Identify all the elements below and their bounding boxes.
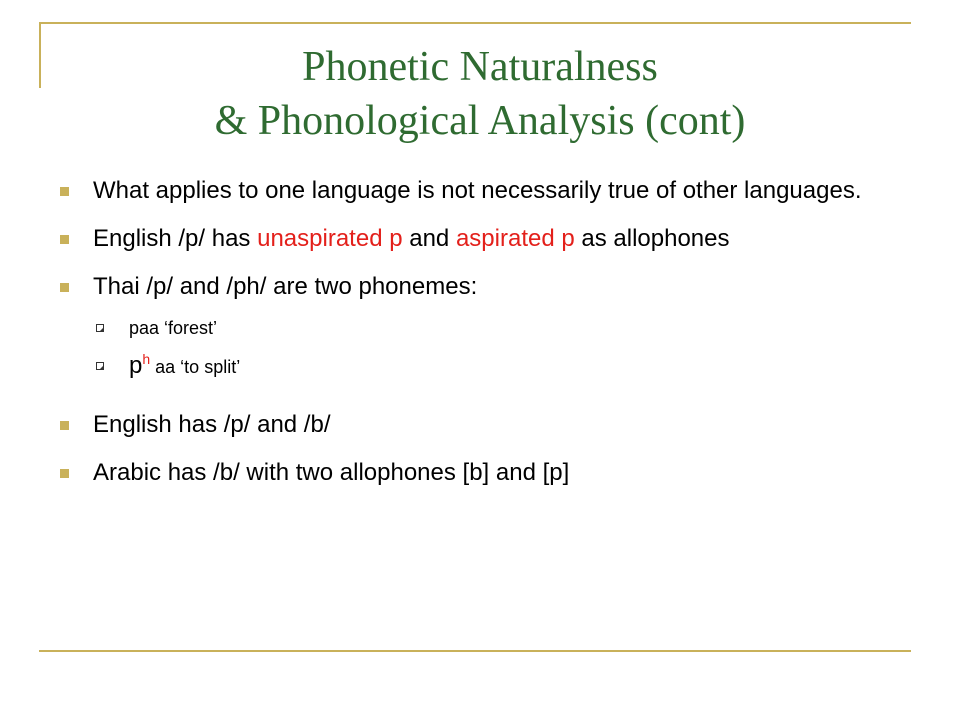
- frame-bottom-rule: [39, 650, 911, 652]
- sub-bullet-p: p: [129, 352, 143, 379]
- bullet-item-4: [60, 410, 910, 439]
- frame-top-rule: [39, 22, 911, 24]
- bullet-item-5: [60, 458, 910, 487]
- bullet-text-4: English has /p/ and /b/: [93, 411, 331, 438]
- square-bullet-icon: [60, 283, 69, 292]
- sub-bullet-text-1: paa ‘forest’: [129, 318, 218, 338]
- shadowed-box-icon: [96, 324, 104, 332]
- bullet-item-3: [60, 272, 910, 301]
- sub-bullet-text-2: aa ‘to split’: [150, 357, 241, 377]
- bullet-text-2-pre: English /p/ has: [93, 225, 258, 252]
- square-bullet-icon: [60, 235, 69, 244]
- spacer: [60, 398, 910, 410]
- frame-vertical-rule: [39, 22, 41, 88]
- sub-bullet-item-2: [60, 351, 910, 380]
- bullet-text-2-mid: and: [402, 225, 456, 252]
- slide-title: [60, 40, 900, 148]
- square-bullet-icon: [60, 421, 69, 430]
- square-bullet-icon: [60, 469, 69, 478]
- sub-bullet-item-1: [60, 316, 910, 340]
- bullet-text-1: What applies to one language is not necessarily true of other languages.: [93, 177, 862, 204]
- square-bullet-icon: [60, 187, 69, 196]
- highlight-unaspirated-p: unaspirated p: [257, 225, 403, 252]
- title-line-2: & Phonological Analysis (cont): [214, 98, 746, 144]
- bullet-item-2: [60, 224, 910, 253]
- title-line-1: Phonetic Naturalness: [302, 44, 658, 90]
- highlight-aspirated-p: aspirated p: [455, 225, 575, 252]
- bullet-item-1: [60, 176, 910, 205]
- slide-body: [60, 176, 910, 506]
- bullet-text-2-post: as allophones: [574, 225, 730, 252]
- bullet-text-3: Thai /p/ and /ph/ are two phonemes:: [93, 273, 478, 300]
- shadowed-box-icon: [96, 362, 104, 370]
- superscript-h: h: [142, 351, 151, 367]
- bullet-text-5: Arabic has /b/ with two allophones [b] and [p]: [93, 459, 570, 486]
